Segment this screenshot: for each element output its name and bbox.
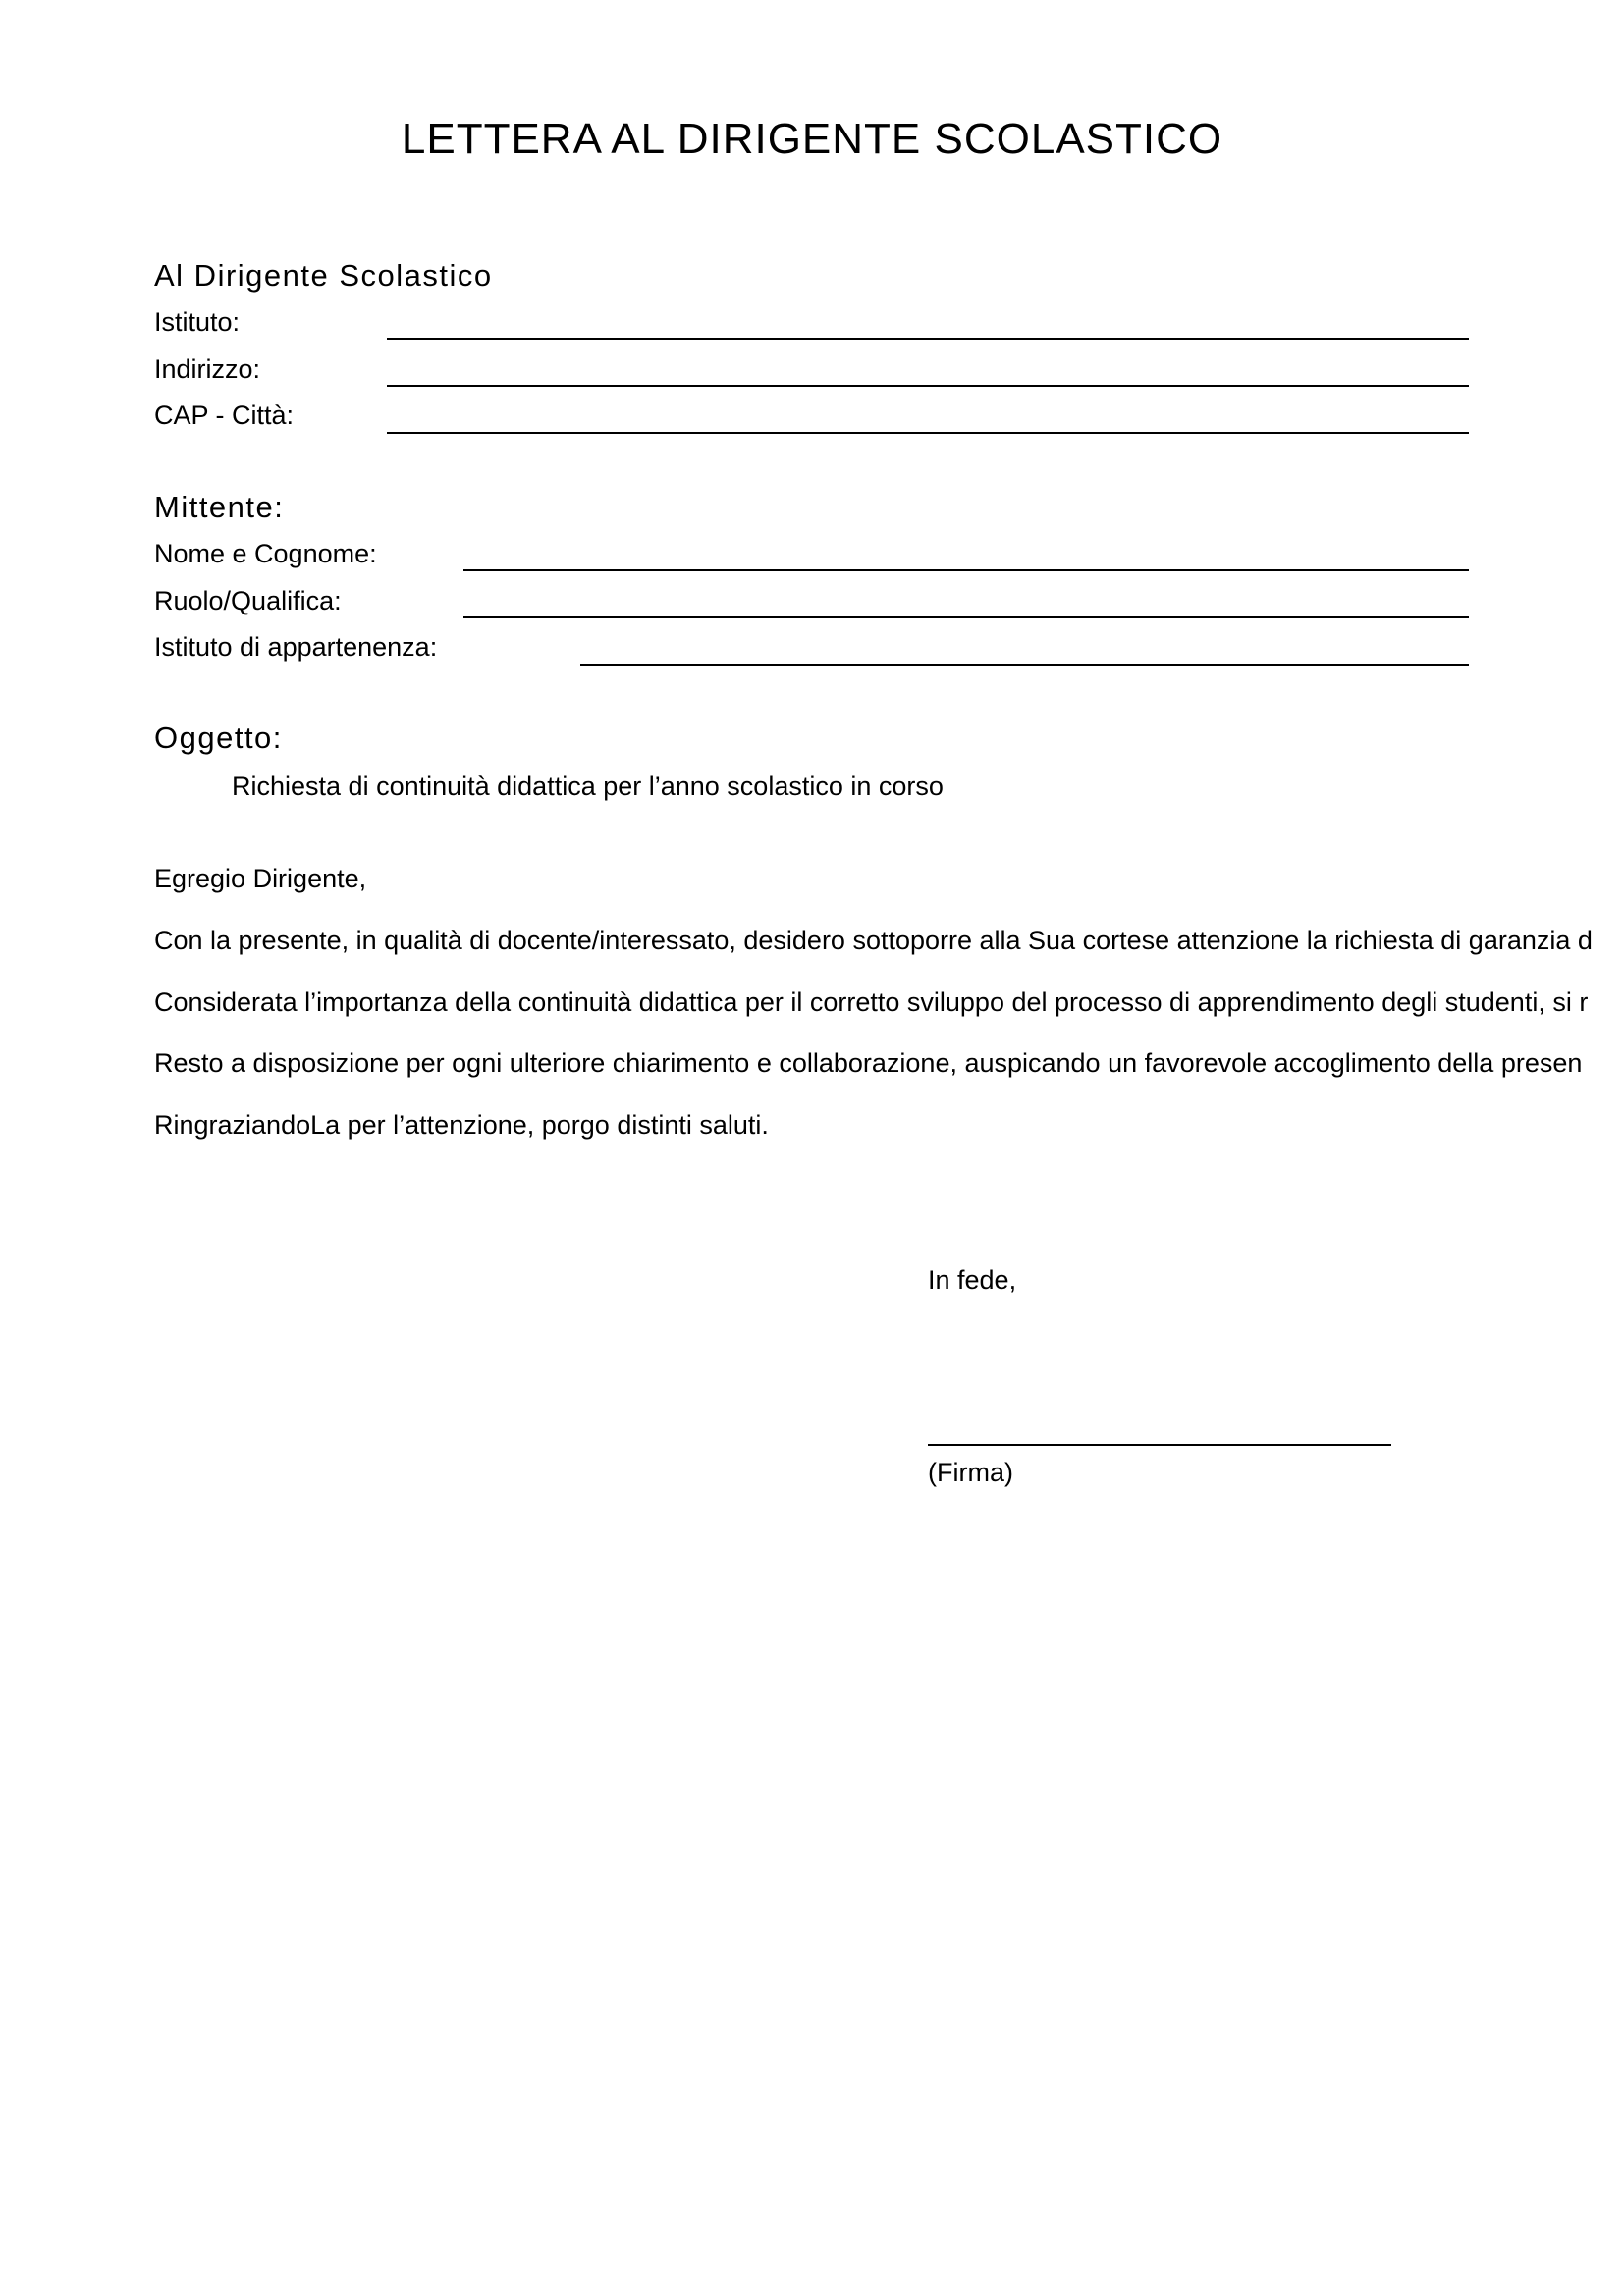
body-paragraph-2: Considerata l’importanza della continuità didattica per il corretto sviluppo del processo di apprendimento degli studenti, si r bbox=[154, 988, 1589, 1017]
indirizzo-field-line[interactable] bbox=[387, 385, 1469, 387]
body-paragraph-4: RingraziandoLa per l’attenzione, porgo distinti saluti. bbox=[154, 1110, 769, 1140]
ruolo-label: Ruolo/Qualifica: bbox=[154, 586, 342, 615]
subject-heading: Oggetto: bbox=[154, 721, 283, 755]
ruolo-field-line[interactable] bbox=[463, 616, 1469, 618]
istituto-field-line[interactable] bbox=[387, 338, 1469, 340]
istituto-appartenenza-label: Istituto di appartenenza: bbox=[154, 632, 438, 662]
body-paragraph-1: Con la presente, in qualità di docente/interessato, desidero sottoporre alla Sua cortese attenzione la richiesta di garanzia d bbox=[154, 926, 1593, 955]
cap-citta-field-line[interactable] bbox=[387, 432, 1469, 434]
sender-heading: Mittente: bbox=[154, 490, 285, 524]
istituto-label: Istituto: bbox=[154, 307, 241, 337]
signature-caption: (Firma) bbox=[928, 1458, 1013, 1487]
nome-cognome-field-line[interactable] bbox=[463, 569, 1469, 571]
nome-cognome-label: Nome e Cognome: bbox=[154, 539, 377, 568]
cap-citta-label: CAP - Città: bbox=[154, 400, 295, 430]
recipient-heading: Al Dirigente Scolastico bbox=[154, 258, 493, 293]
salutation: Egregio Dirigente, bbox=[154, 864, 367, 893]
istituto-appartenenza-field-line[interactable] bbox=[580, 664, 1469, 666]
closing-text: In fede, bbox=[928, 1265, 1017, 1295]
indirizzo-label: Indirizzo: bbox=[154, 354, 261, 384]
page-title: LETTERA AL DIRIGENTE SCOLASTICO bbox=[401, 115, 1223, 163]
signature-line[interactable] bbox=[928, 1444, 1391, 1446]
subject-text: Richiesta di continuità didattica per l’anno scolastico in corso bbox=[232, 772, 944, 801]
body-paragraph-3: Resto a disposizione per ogni ulteriore chiarimento e collaborazione, auspicando un favorevole accoglimento della presen bbox=[154, 1048, 1583, 1078]
